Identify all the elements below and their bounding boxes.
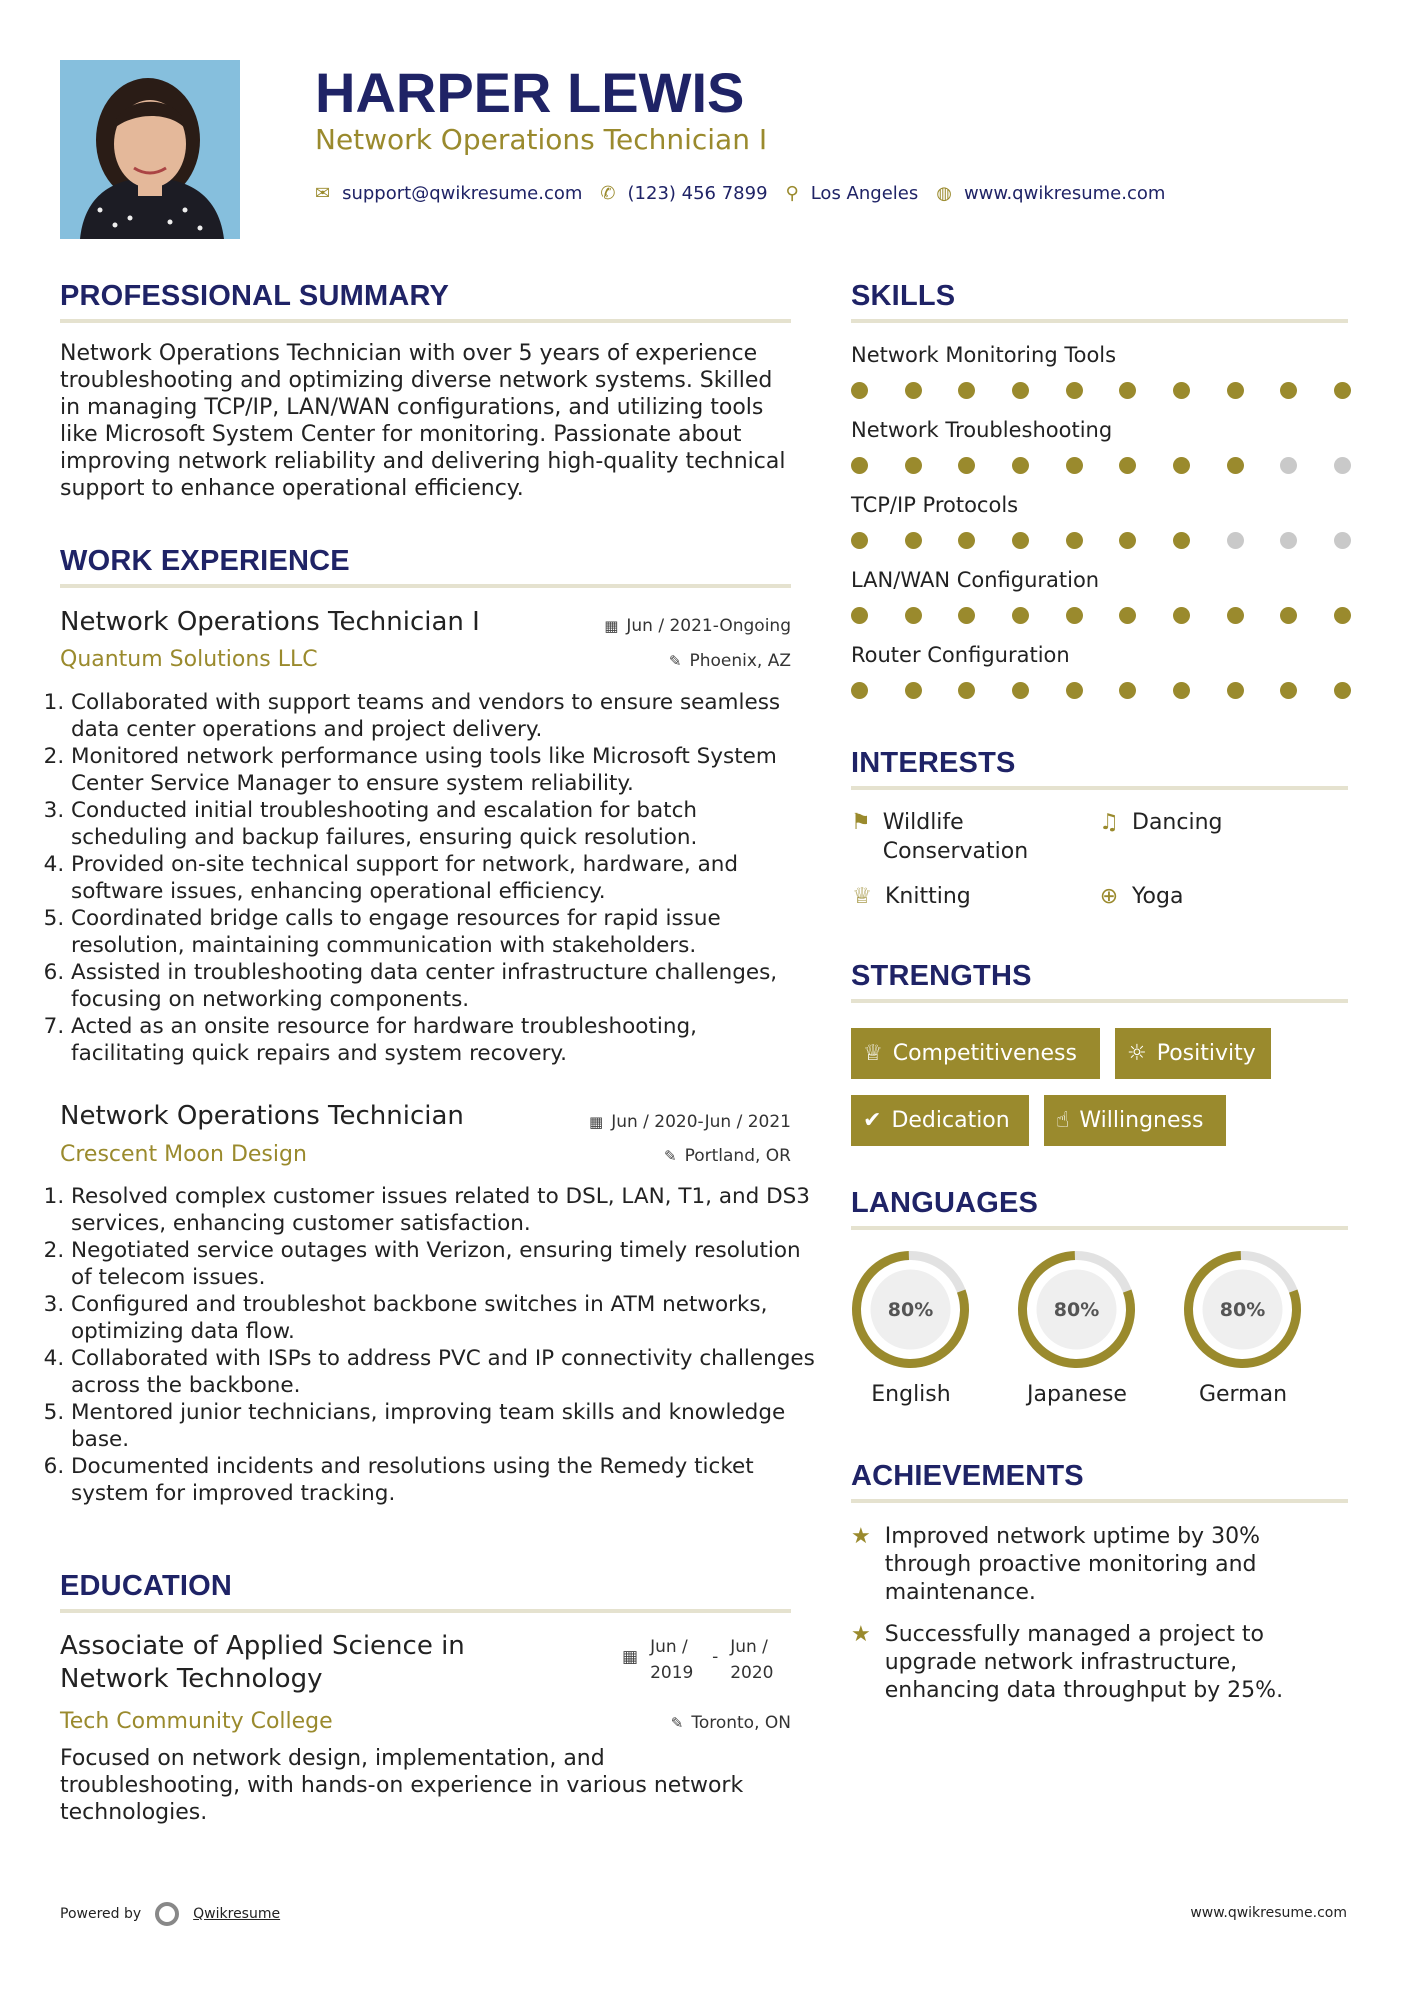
skill-dot <box>1334 682 1351 699</box>
language-ring <box>1180 1247 1305 1372</box>
interest-label: Dancing <box>1132 810 1223 835</box>
thumbs-up-icon: ☝ <box>1056 1108 1070 1133</box>
skill-dot <box>1334 607 1351 624</box>
check-circle-icon: ✔ <box>863 1108 882 1133</box>
interests-heading: INTERESTS <box>851 747 1016 779</box>
skill-rating <box>851 606 1351 624</box>
skill-dot <box>1227 532 1244 549</box>
phone-text[interactable]: (123) 456 7899 <box>627 182 768 204</box>
skill-rating <box>851 381 1351 399</box>
skill-dot <box>1066 607 1083 624</box>
job-2-dates <box>589 1111 791 1133</box>
education-description: Focused on network design, implementation, and troubleshooting, with hands-on experience in various network technologies. <box>60 1746 744 1825</box>
interest-label: Knitting <box>885 884 971 909</box>
degree-title: Associate of Applied Science in Network Technology <box>60 1631 465 1694</box>
trophy-icon: ♕ <box>863 1041 883 1066</box>
calendar-icon: ▦ <box>622 1647 639 1667</box>
skills-divider <box>851 319 1348 323</box>
language-percent: 80% <box>887 1299 934 1321</box>
skill-dot <box>851 682 868 699</box>
job-1-title: Network Operations Technician I <box>60 607 480 637</box>
interest-label: Yoga <box>1132 884 1184 909</box>
skill-rating <box>851 531 1351 549</box>
skill-dot <box>851 382 868 399</box>
languages-heading: LANGUAGES <box>851 1187 1039 1219</box>
skill-dot <box>1173 607 1190 624</box>
strength-badge <box>851 1028 1100 1079</box>
job-1-dates <box>604 615 791 637</box>
candidate-name: HARPER LEWIS <box>315 61 745 124</box>
job-1-company: Quantum Solutions LLC <box>60 647 318 672</box>
interest-label: Wildlife Conservation <box>882 810 1029 864</box>
list-item: 6. Assisted in troubleshooting data center infrastructure challenges, focusing on networking components. <box>71 959 801 1013</box>
summary-divider <box>60 319 791 323</box>
pin-icon: ✎ <box>668 652 682 670</box>
skill-dot <box>1280 382 1297 399</box>
language-name: English <box>871 1382 951 1407</box>
education-end: Jun / 2020 <box>730 1637 774 1683</box>
achievements-divider <box>851 1499 1348 1503</box>
skill-dot <box>1334 382 1351 399</box>
candidate-title: Network Operations Technician I <box>315 123 768 156</box>
calendar-icon: ▦ <box>604 617 619 635</box>
skill-name: TCP/IP Protocols <box>851 493 1019 517</box>
skill-dot <box>1280 682 1297 699</box>
skill-dot <box>851 607 868 624</box>
skill-dot <box>1066 457 1083 474</box>
language-name: Japanese <box>1027 1382 1127 1407</box>
skill-dot <box>905 682 922 699</box>
strength-badge <box>851 1095 1029 1146</box>
footer-powered-by <box>60 1902 280 1926</box>
job-2-bullets <box>53 1183 816 1507</box>
list-item: 3. Configured and troubleshot backbone switches in ATM networks, optimizing data flow. <box>71 1291 816 1345</box>
contact-phone[interactable] <box>600 183 767 204</box>
skill-dot <box>958 682 975 699</box>
calendar-icon: ▦ <box>589 1113 604 1131</box>
strength-label: Positivity <box>1156 1041 1256 1066</box>
powered-by-text: Powered by <box>60 1906 142 1922</box>
skill-rating <box>851 456 1351 474</box>
job-1-dates-text: Jun / 2021-Ongoing <box>626 616 791 636</box>
qwikresume-logo-icon <box>155 1902 179 1926</box>
language-name: German <box>1198 1382 1288 1407</box>
pin-icon: ✎ <box>670 1714 684 1732</box>
footer-url[interactable]: www.qwikresume.com <box>1190 1905 1347 1921</box>
music-icon: ♫ <box>1099 810 1119 835</box>
location-text: Los Angeles <box>810 182 919 204</box>
language-ring <box>848 1247 973 1372</box>
strength-badge <box>1115 1028 1271 1079</box>
job-2-company: Crescent Moon Design <box>60 1142 307 1167</box>
interest-item <box>1098 882 1183 911</box>
job-2-title: Network Operations Technician <box>60 1101 464 1131</box>
map-pin-icon: ⚲ <box>785 182 799 204</box>
achievement-item <box>851 1621 1321 1705</box>
achievement-item <box>851 1523 1321 1607</box>
education-location <box>671 1712 791 1734</box>
skill-dot <box>1227 607 1244 624</box>
education-start: Jun / 2019 <box>650 1637 694 1683</box>
website-text[interactable]: www.qwikresume.com <box>963 182 1166 204</box>
strength-label: Willingness <box>1079 1108 1204 1133</box>
skill-dot <box>958 457 975 474</box>
skill-dot <box>1227 682 1244 699</box>
contact-website[interactable] <box>936 183 1165 204</box>
phone-icon: ✆ <box>600 182 616 204</box>
language-ring <box>1014 1247 1139 1372</box>
skill-dot <box>1334 457 1351 474</box>
lifering-icon: ⊕ <box>1099 884 1119 909</box>
skill-rating <box>851 681 1351 699</box>
skill-dot <box>1227 457 1244 474</box>
experience-heading: WORK EXPERIENCE <box>60 545 350 577</box>
skill-dot <box>1012 382 1029 399</box>
list-item: 2. Monitored network performance using tools like Microsoft System Center Service Manager to ensure system reliability. <box>71 743 801 797</box>
skill-dot <box>1012 457 1029 474</box>
list-item: 2. Negotiated service outages with Verizon, ensuring timely resolution of telecom issues. <box>71 1237 816 1291</box>
skill-dot <box>1334 532 1351 549</box>
education-dates <box>622 1634 780 1686</box>
language-percent: 80% <box>1219 1299 1266 1321</box>
job-1-location-text: Phoenix, AZ <box>689 651 791 671</box>
list-item: 7. Acted as an onsite resource for hardware troubleshooting, facilitating quick repairs and system recovery. <box>71 1013 801 1067</box>
contact-location <box>786 183 919 204</box>
skill-dot <box>1280 607 1297 624</box>
skill-dot <box>905 607 922 624</box>
list-item: 1. Resolved complex customer issues related to DSL, LAN, T1, and DS3 services, enhancing customer satisfaction. <box>71 1183 816 1237</box>
globe-icon: ◍ <box>936 182 952 204</box>
skill-dot <box>1119 457 1136 474</box>
pin-icon: ✎ <box>664 1147 677 1165</box>
list-item: 5. Coordinated bridge calls to engage resources for rapid issue resolution, maintaining communication with stakeholders. <box>71 905 801 959</box>
list-item: 4. Collaborated with ISPs to address PVC and IP connectivity challenges across the backbone. <box>71 1345 816 1399</box>
interest-item <box>1098 808 1222 837</box>
flag-icon: ⚑ <box>851 810 871 835</box>
list-item: 1. Collaborated with support teams and vendors to ensure seamless data center operations and project delivery. <box>71 689 801 743</box>
skill-name: Network Troubleshooting <box>851 418 1113 442</box>
skill-dot <box>905 457 922 474</box>
trophy-icon: ♕ <box>852 884 872 909</box>
education-location-text: Toronto, ON <box>691 1713 791 1733</box>
job-2-location <box>664 1145 791 1167</box>
skill-dot <box>958 382 975 399</box>
skill-dot <box>1012 532 1029 549</box>
skill-dot <box>1280 532 1297 549</box>
list-item: 5. Mentored junior technicians, improving team skills and knowledge base. <box>71 1399 816 1453</box>
skill-dot <box>1173 382 1190 399</box>
strengths-divider <box>851 999 1348 1003</box>
education-heading: EDUCATION <box>60 1570 233 1602</box>
skills-heading: SKILLS <box>851 280 956 312</box>
skill-dot <box>1173 457 1190 474</box>
job-1-bullets <box>53 689 801 1067</box>
experience-divider <box>60 584 791 588</box>
profile-photo <box>60 60 240 239</box>
school-name: Tech Community College <box>60 1709 333 1734</box>
achievement-text: Improved network uptime by 30% through proactive monitoring and maintenance. <box>884 1524 1260 1605</box>
interest-item <box>851 808 1071 866</box>
contact-bar <box>315 178 1165 208</box>
list-item: 3. Conducted initial troubleshooting and escalation for batch scheduling and backup failures, ensuring quick resolution. <box>71 797 801 851</box>
strengths-heading: STRENGTHS <box>851 960 1032 992</box>
skill-dot <box>1119 532 1136 549</box>
list-item: 4. Provided on-site technical support for network, hardware, and software issues, enhancing operational efficiency. <box>71 851 801 905</box>
interest-item <box>851 882 971 911</box>
skill-dot <box>1012 682 1029 699</box>
language-percent: 80% <box>1053 1299 1100 1321</box>
skill-dot <box>1066 382 1083 399</box>
star-icon: ★ <box>851 1622 871 1647</box>
skill-dot <box>905 382 922 399</box>
sun-icon: ☼ <box>1127 1041 1147 1066</box>
skill-dot <box>1066 532 1083 549</box>
skill-dot <box>1119 682 1136 699</box>
envelope-icon: ✉ <box>315 182 331 204</box>
skill-dot <box>958 532 975 549</box>
skill-dot <box>851 532 868 549</box>
star-icon: ★ <box>851 1524 871 1549</box>
skill-dot <box>1227 382 1244 399</box>
skill-name: Router Configuration <box>851 643 1070 667</box>
skill-dot <box>1119 382 1136 399</box>
skill-dot <box>1173 532 1190 549</box>
skill-dot <box>851 457 868 474</box>
job-1-location <box>669 650 791 672</box>
skill-dot <box>1173 682 1190 699</box>
skill-name: Network Monitoring Tools <box>851 343 1117 367</box>
skill-dot <box>1119 607 1136 624</box>
skill-dot <box>958 607 975 624</box>
summary-text: Network Operations Technician with over 5 years of experience troubleshooting and optimizing diverse network systems. Skilled in managing TCP/IP, LAN/WAN configurations, and utilizing tools like Microsoft System Center for monitoring. Passionate about improving network reliability and delivering high-quality technical support to enhance operational efficiency. <box>60 341 786 501</box>
skill-name: LAN/WAN Configuration <box>851 568 1100 592</box>
strength-label: Dedication <box>891 1108 1010 1133</box>
achievement-text: Successfully managed a project to upgrade network infrastructure, enhancing data throughput by 25%. <box>884 1622 1284 1703</box>
education-separator: - <box>712 1647 719 1667</box>
skill-dot <box>905 532 922 549</box>
email-text[interactable]: support@qwikresume.com <box>342 182 583 204</box>
skill-dot <box>1012 607 1029 624</box>
contact-email[interactable] <box>315 183 582 204</box>
achievements-heading: ACHIEVEMENTS <box>851 1460 1084 1492</box>
interests-divider <box>851 786 1348 790</box>
skill-dot <box>1066 682 1083 699</box>
job-2-location-text: Portland, OR <box>684 1146 791 1166</box>
languages-divider <box>851 1226 1348 1230</box>
education-divider <box>60 1609 791 1613</box>
strength-label: Competitiveness <box>892 1041 1077 1066</box>
list-item: 6. Documented incidents and resolutions using the Remedy ticket system for improved tracking. <box>71 1453 816 1507</box>
skill-dot <box>1280 457 1297 474</box>
strength-badge <box>1044 1095 1226 1146</box>
summary-heading: PROFESSIONAL SUMMARY <box>60 280 450 312</box>
job-2-dates-text: Jun / 2020-Jun / 2021 <box>611 1112 791 1132</box>
brand-link[interactable]: Qwikresume <box>193 1906 281 1922</box>
